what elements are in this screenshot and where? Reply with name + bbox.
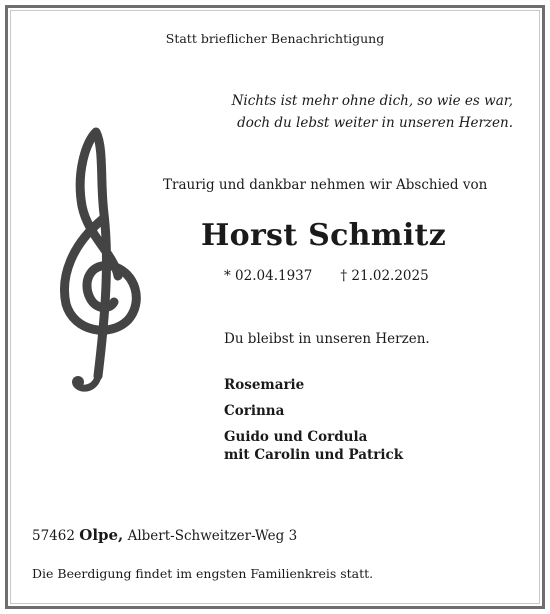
family-list bbox=[224, 376, 403, 464]
header-text: Statt brieflicher Benachrichtigung bbox=[165, 31, 385, 46]
family-member: mit Carolin und Patrick bbox=[224, 447, 404, 463]
funeral-note: Die Beerdigung findet im engsten Familienkreis statt. bbox=[32, 566, 374, 581]
family-member: Rosemarie bbox=[224, 377, 305, 393]
life-dates bbox=[224, 268, 429, 284]
city: Olpe, bbox=[79, 526, 124, 544]
deceased-name: Horst Schmitz bbox=[201, 218, 447, 253]
intro-text: Traurig und dankbar nehmen wir Abschied von bbox=[163, 177, 488, 193]
treble-clef-icon bbox=[52, 126, 144, 396]
address bbox=[32, 526, 297, 544]
street: Albert-Schweitzer-Weg 3 bbox=[127, 528, 298, 544]
family-member: Corinna bbox=[224, 403, 285, 419]
quote-line-2: doch du lebst weiter in unseren Herzen. bbox=[237, 115, 513, 131]
remembrance-text: Du bleibst in unseren Herzen. bbox=[224, 331, 430, 347]
death-date: † 21.02.2025 bbox=[340, 268, 429, 284]
family-member: Guido und Cordula bbox=[224, 429, 368, 445]
quote-line-1: Nichts ist mehr ohne dich, so wie es war, bbox=[231, 93, 513, 109]
postcode: 57462 bbox=[32, 528, 75, 544]
quote bbox=[232, 90, 513, 134]
birth-date: * 02.04.1937 bbox=[224, 268, 313, 284]
